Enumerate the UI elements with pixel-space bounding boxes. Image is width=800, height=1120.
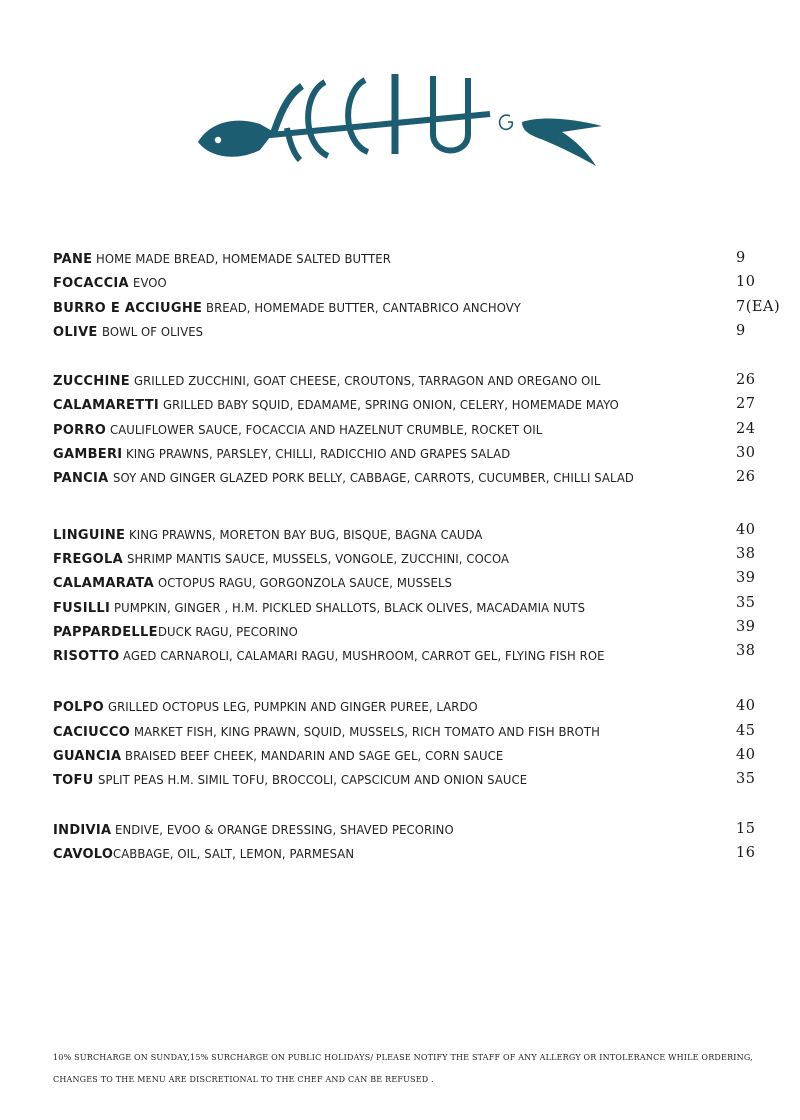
dish-name: FUSILLI — [53, 600, 111, 616]
dish-description: PUMPKIN, GINGER , H.M. PICKLED SHALLOTS, BLACK OLIVES, MACADAMIA NUTS — [114, 599, 586, 615]
dish-price: 38 — [736, 545, 756, 562]
fish-logo-icon — [190, 64, 610, 174]
dish-price: 39 — [736, 618, 756, 635]
menu-item — [53, 643, 773, 667]
dish-description: BOWL OF OLIVES — [101, 323, 203, 339]
footer-notice — [53, 1047, 773, 1091]
menu-item — [53, 295, 781, 319]
dish-price: 9 — [736, 250, 746, 266]
menu-item — [53, 841, 773, 865]
footer-line: CHANGES TO THE MENU ARE DISCRETIONAL TO THE CHEF AND CAN BE REFUSED . — [53, 1075, 434, 1084]
dish-name: POLPO — [53, 700, 104, 716]
dish-description: AGED CARNAROLI, CALAMARI RAGU, MUSHROOM, CARROT GEL, FLYING FISH ROE — [123, 648, 605, 664]
menu-item — [53, 441, 773, 465]
dish-price: 15 — [736, 820, 756, 837]
dish-price: 38 — [736, 643, 756, 660]
menu-section-mains — [53, 694, 773, 791]
dish-name: PAPPARDELLE — [53, 624, 158, 640]
dish-description: BREAD, HOMEMADE BUTTER, CANTABRICO ANCHOVY — [206, 299, 522, 315]
menu-item — [53, 368, 773, 392]
menu-item — [53, 595, 773, 619]
menu-item — [53, 546, 773, 570]
dish-name: PANE — [53, 252, 93, 267]
menu-item — [53, 246, 773, 270]
dish-price: 26 — [736, 372, 756, 389]
dish-name: GUANCIA — [53, 749, 122, 765]
dish-description: SPLIT PEAS H.M. SIMIL TOFU, BROCCOLI, CAPSCICUM AND ONION SAUCE — [97, 772, 527, 788]
dish-name: CACIUCCO — [53, 724, 131, 740]
dish-name: PORRO — [53, 422, 107, 438]
dish-price: 7(EA) — [736, 298, 781, 315]
dish-name: TOFU — [53, 773, 94, 789]
dish-name: CALAMARATA — [53, 576, 154, 592]
dish-description: SHRIMP MANTIS SAUCE, MUSSELS, VONGOLE, ZUCCHINI, COCOA — [126, 550, 510, 566]
dish-name: RISOTTO — [53, 649, 120, 665]
dish-description: GRILLED ZUCCHINI, GOAT CHEESE, CROUTONS, TARRAGON AND OREGANO OIL — [133, 373, 601, 389]
dish-price: 40 — [736, 698, 756, 715]
menu-item — [53, 319, 773, 343]
dish-description: ENDIVE, EVOO & ORANGE DRESSING, SHAVED PECORINO — [115, 821, 455, 837]
dish-description: GRILLED OCTOPUS LEG, PUMPKIN AND GINGER PUREE, LARDO — [107, 699, 478, 715]
dish-description: GRILLED BABY SQUID, EDAMAME, SPRING ONION, CELERY, HOMEMADE MAYO — [163, 397, 619, 413]
dish-name: LINGUINE — [53, 527, 126, 543]
menu-list — [53, 246, 781, 865]
dish-price: 35 — [736, 771, 756, 788]
dish-name: PANCIA — [53, 471, 109, 487]
dish-name: OLIVE — [53, 324, 98, 340]
dish-name: BURRO E ACCIUGHE — [53, 300, 203, 316]
menu-item — [53, 817, 773, 841]
menu-item — [53, 619, 773, 643]
dish-name: FOCACCIA — [53, 276, 129, 292]
dish-description: KING PRAWNS, PARSLEY, CHILLI, RADICCHIO AND GRAPES SALAD — [126, 446, 511, 462]
dish-name: FREGOLA — [53, 551, 123, 567]
dish-description: KING PRAWNS, MORETON BAY BUG, BISQUE, BAGNA CAUDA — [129, 526, 483, 542]
menu-item — [53, 719, 773, 743]
dish-description: CABBAGE, OIL, SALT, LEMON, PARMESAN — [113, 845, 355, 861]
dish-price: 27 — [736, 396, 756, 413]
dish-price: 24 — [736, 420, 756, 437]
dish-description: BRAISED BEEF CHEEK, MANDARIN AND SAGE GEL, CORN SAUCE — [125, 748, 504, 764]
dish-price: 16 — [736, 844, 756, 861]
menu-item — [53, 392, 773, 416]
dish-price: 40 — [736, 747, 756, 764]
menu-item — [53, 417, 773, 441]
dish-price: 30 — [736, 445, 756, 462]
menu-item — [53, 522, 773, 546]
dish-price: 9 — [736, 322, 746, 339]
menu-item — [53, 767, 773, 791]
menu-section-starters — [53, 368, 773, 489]
dish-price: 39 — [736, 570, 756, 587]
dish-description: HOME MADE BREAD, HOMEMADE SALTED BUTTER — [96, 251, 392, 266]
dish-description: DUCK RAGU, PECORINO — [157, 623, 298, 639]
dish-price: 35 — [736, 594, 756, 611]
dish-name: INDIVIA — [53, 822, 112, 838]
menu-item — [53, 570, 773, 594]
menu-item — [53, 743, 773, 767]
dish-description: MARKET FISH, KING PRAWN, SQUID, MUSSELS, RICH TOMATO AND FISH BROTH — [134, 723, 601, 739]
dish-description: OCTOPUS RAGU, GORGONZOLA SAUCE, MUSSELS — [157, 575, 452, 591]
menu-section-bread — [53, 246, 781, 343]
menu-section-pasta — [53, 522, 773, 668]
dish-price: 40 — [736, 521, 756, 538]
dish-name: ZUCCHINE — [53, 374, 130, 390]
dish-price: 45 — [736, 722, 756, 739]
dish-description: CAULIFLOWER SAUCE, FOCACCIA AND HAZELNUT CRUMBLE, ROCKET OIL — [110, 421, 543, 437]
dish-description: SOY AND GINGER GLAZED PORK BELLY, CABBAGE, CARROTS, CUCUMBER, CHILLI SALAD — [112, 470, 634, 486]
menu-item — [53, 270, 773, 294]
dish-price: 10 — [736, 274, 756, 291]
menu-section-sides — [53, 817, 773, 866]
dish-name: GAMBERI — [53, 447, 123, 463]
dish-name: CAVOLO — [53, 846, 114, 862]
footer-line: 10% SURCHARGE ON SUNDAY,15% SURCHARGE ON PUBLIC HOLIDAYS/ PLEASE NOTIFY THE STAFF OF ANY ALLERGY OR INTOLERANCE WHILE ORDERING, — [53, 1053, 753, 1062]
dish-name: CALAMARETTI — [53, 398, 160, 414]
menu-item — [53, 465, 773, 489]
dish-description: EVOO — [132, 275, 167, 291]
dish-price: 26 — [736, 469, 756, 486]
menu-item — [53, 694, 773, 718]
